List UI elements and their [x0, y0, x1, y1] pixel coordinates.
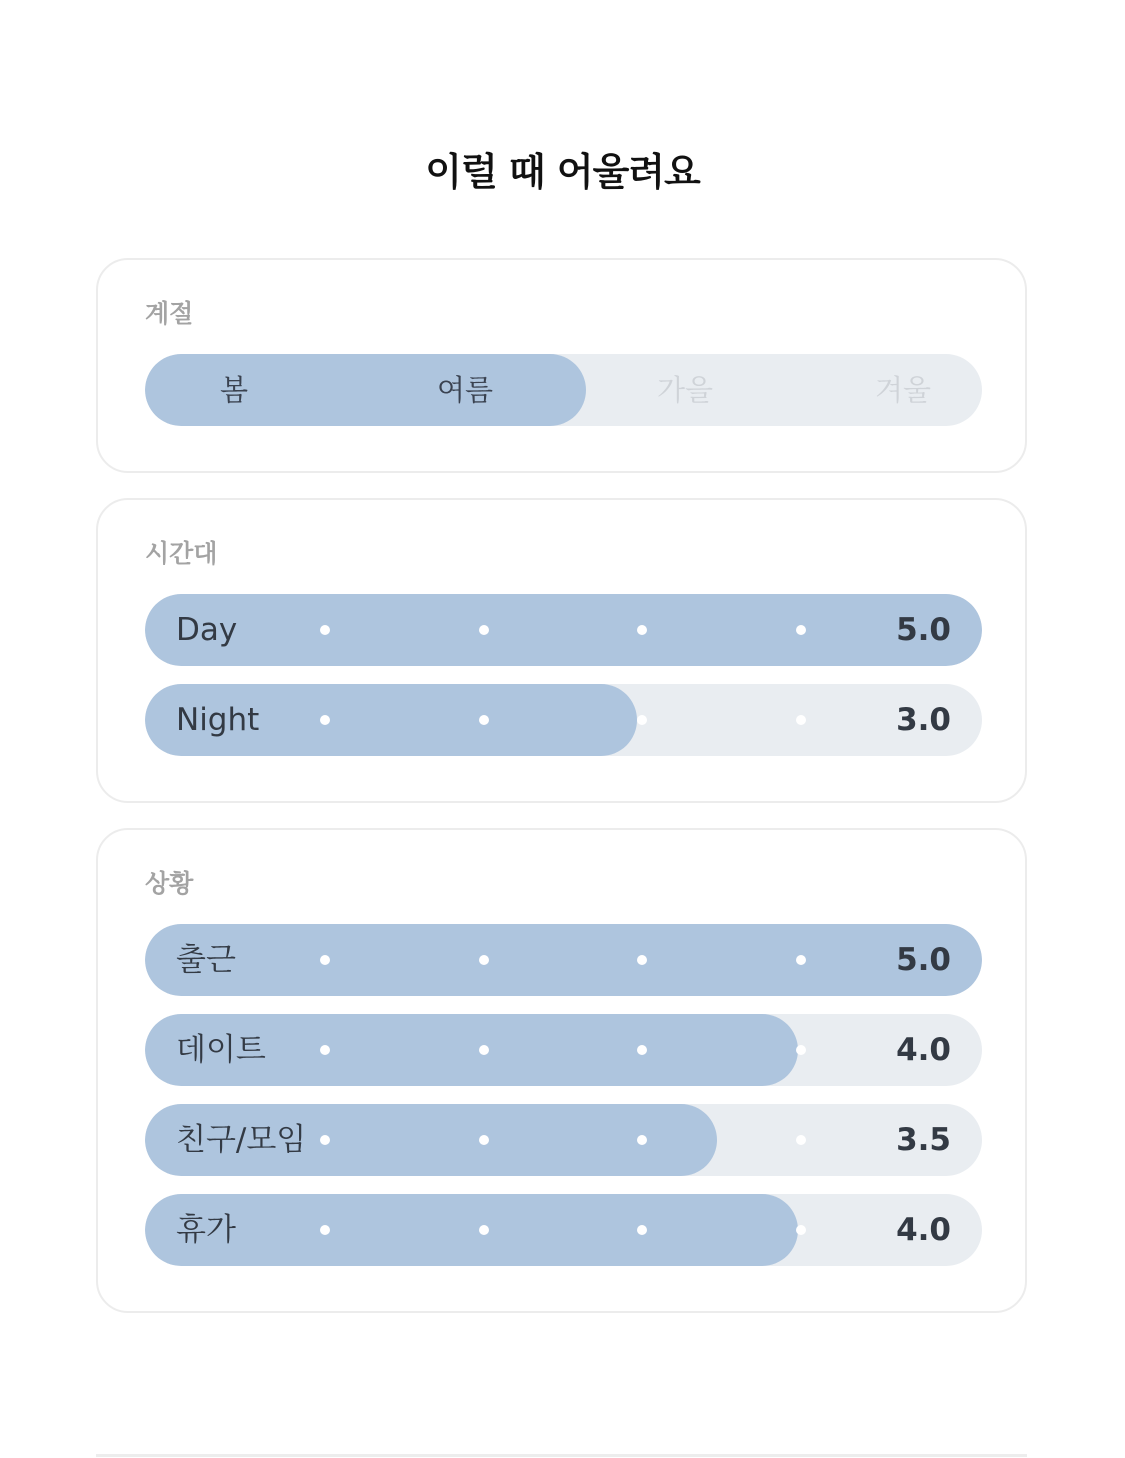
rating-value: 5.0 — [896, 612, 951, 648]
season-option-autumn[interactable]: 가을 — [656, 373, 714, 407]
time-card — [96, 498, 1027, 803]
scale-dot — [479, 1045, 489, 1055]
rating-fill — [145, 924, 982, 996]
rating-fill — [145, 1194, 798, 1266]
rating-row-day — [145, 594, 982, 666]
scale-dot — [637, 1045, 647, 1055]
scale-dot — [320, 1225, 330, 1235]
rating-value: 4.0 — [896, 1212, 951, 1248]
rating-row-friends — [145, 1104, 982, 1176]
situation-card-title: 상황 — [145, 869, 194, 898]
rating-value: 5.0 — [896, 942, 951, 978]
rating-label: 휴가 — [176, 1212, 236, 1248]
scale-dot — [796, 1135, 806, 1145]
rating-label: 친구/모임 — [176, 1122, 307, 1158]
bottom-divider — [96, 1454, 1027, 1457]
time-card-title: 시간대 — [145, 539, 218, 568]
scale-dot — [320, 625, 330, 635]
rating-label: Night — [176, 702, 260, 738]
scale-dot — [320, 1045, 330, 1055]
scale-dot — [637, 1225, 647, 1235]
scale-dot — [637, 625, 647, 635]
rating-value: 3.5 — [896, 1122, 951, 1158]
scale-dot — [320, 715, 330, 725]
scale-dot — [796, 1225, 806, 1235]
rating-row-date — [145, 1014, 982, 1086]
scale-dot — [479, 955, 489, 965]
situation-card — [96, 828, 1027, 1313]
scale-dot — [796, 625, 806, 635]
scale-dot — [637, 1135, 647, 1145]
rating-value: 4.0 — [896, 1032, 951, 1068]
rating-label: 데이트 — [176, 1032, 266, 1068]
scale-dot — [320, 1135, 330, 1145]
season-option-winter[interactable]: 겨울 — [874, 373, 932, 407]
rating-fill — [145, 594, 982, 666]
season-option-spring[interactable]: 봄 — [219, 373, 248, 407]
rating-row-vacation — [145, 1194, 982, 1266]
season-option-summer[interactable]: 여름 — [436, 373, 494, 407]
scale-dot — [796, 955, 806, 965]
rating-label: 출근 — [176, 942, 236, 978]
scale-dot — [796, 1045, 806, 1055]
scale-dot — [479, 625, 489, 635]
rating-label: Day — [176, 612, 238, 648]
scale-dot — [479, 715, 489, 725]
season-card-title: 계절 — [145, 299, 194, 328]
scale-dot — [796, 715, 806, 725]
rating-row-commute — [145, 924, 982, 996]
rating-value: 3.0 — [896, 702, 951, 738]
rating-row-night — [145, 684, 982, 756]
scale-dot — [637, 715, 647, 725]
scale-dot — [479, 1225, 489, 1235]
page-title: 이럴 때 어울려요 — [425, 150, 700, 194]
scale-dot — [320, 955, 330, 965]
season-selector — [145, 354, 982, 426]
season-card — [96, 258, 1027, 473]
scale-dot — [479, 1135, 489, 1145]
scale-dot — [637, 955, 647, 965]
